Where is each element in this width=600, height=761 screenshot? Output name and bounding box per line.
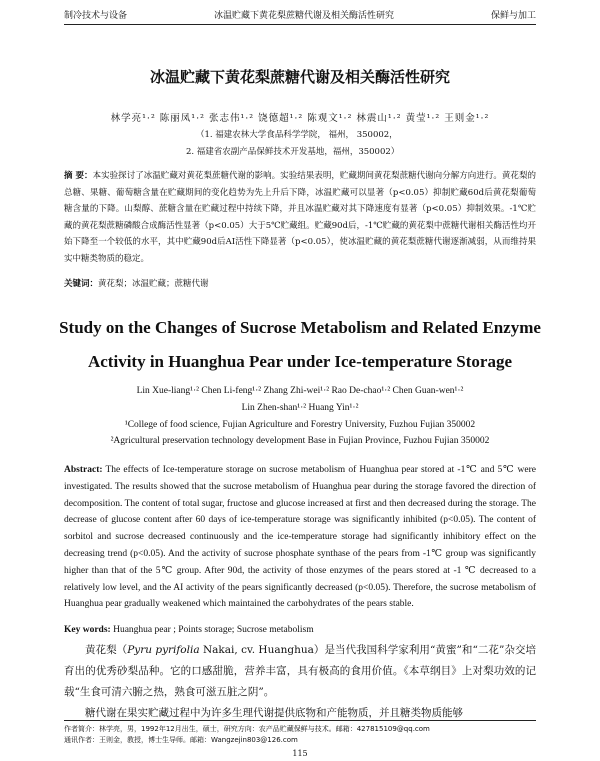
english-abstract-label: Abstract:	[64, 465, 103, 475]
page-number: 115	[292, 749, 308, 758]
chinese-affiliation-1: （1. 福建农林大学食品科学学院， 福州， 350002，	[196, 130, 398, 140]
english-authors-line-1: Lin Xue-liang¹·² Chen Li-feng¹·² Zhang Zhi-wei¹·² Rao De-chao¹·² Chen Guan-wen¹·²	[136, 386, 464, 396]
body-text	[64, 640, 536, 724]
chinese-keywords-label: 关键词：	[64, 279, 99, 289]
english-title-line-2: Activity in Huanghua Pear under Ice-temperature Storage	[87, 352, 512, 371]
chinese-title: 冰温贮藏下黄花梨蔗糖代谢及相关酶活性研究	[149, 68, 450, 86]
footnote-rule	[64, 720, 536, 721]
english-affiliation-2: ²Agricultural preservation technology development Base in Fujian Province, Fuzhou Fujian 350002	[110, 436, 490, 446]
english-keywords-label: Key words:	[64, 625, 111, 635]
body-p1-rest: Nakai, cv. Huanghua）是当代我国科学家利用“黄蜜”和“二花”杂交培育出的优秀砂梨品种。它的口感甜脆，营养丰富，具有极高的食用价值。《本草纲目》上对梨功效的记载“生食可清六腑之热，熟食可滋五脏之阴”。	[64, 644, 536, 698]
chinese-affiliation-2: 2. 福建省农副产品保鲜技术开发基地，福州，350002）	[186, 147, 400, 157]
english-authors-line-2: Lin Zhen-shan¹·² Huang Yin¹·²	[241, 403, 359, 413]
chinese-keywords-text: 黄花梨；冰温贮藏；蔗糖代谢	[98, 279, 209, 289]
english-abstract	[64, 462, 536, 613]
footnote-corresponding-author: 通讯作者：王则金，教授，博士生导师。邮箱：Wangzejin803@126.com	[64, 736, 298, 744]
latin-name: Pyru pyrifolia	[127, 644, 200, 656]
english-abstract-text: The effects of Ice-temperature storage on sucrose metabolism of Huanghua pear stored at -1℃ and 5℃ were investigated. The results showed that the sucrose metabolism of Huanghua pear during the storage favored the direction of decomposition. The content of total sugar, fructose and glucose increased at first and then decreased during the storage. The decrease of glucose content after 60 days of ice-temperature storage was significantly inhibited (p<0.05). The content of sorbitol and sucrose decreased continuously and the ice-temperature storage had significantly inhibitory effect on the decreasing trend (p<0.05). And the activity of sucrose phosphate synthase of the pears from -1℃ group was significantly higher than that of the 5℃ group. After 90d, the activity of those enzymes of the pears stored at -1 ℃ decreased to a relatively low level, and the AI activity of the pears significantly decreased (p<0.05). Therefore, the sucrose metabolism of Huanghua pear gradually weakened which maintained the carbohydrates of the pears stable.	[64, 465, 536, 610]
chinese-keywords	[64, 277, 209, 289]
running-header	[64, 8, 536, 22]
body-paragraph-2: 糖代谢在果实贮藏过程中为许多生理代谢提供底物和产能物质，并且糖类物质能够	[85, 707, 463, 719]
english-keywords	[64, 625, 314, 635]
body-paragraph-1	[64, 640, 536, 703]
chinese-abstract-label: 摘 要：	[64, 171, 93, 181]
english-title-line-1: Study on the Changes of Sucrose Metabolism and Related Enzyme	[59, 318, 541, 337]
chinese-abstract-text: 本实验探讨了冰温贮藏对黄花梨蔗糖代谢的影响。实验结果表明，贮藏期间黄花梨蔗糖代谢向分解方向进行。黄花梨的总糖、果糖、葡萄糖含量在贮藏期间的变化趋势为先上升后下降，冰温贮藏可以显著（p<0.05）抑制贮藏60d后黄花梨葡萄糖含量的下降。山梨醇、蔗糖含量在贮藏过程中持续下降，并且冰温贮藏对其下降速度有显著（p<0.05）抑制效果。-1℃贮藏的黄花梨蔗糖磷酸合成酶活性显著（p<0.05）大于5℃贮藏组。贮藏90d后，-1℃贮藏的黄花梨中蔗糖代谢相关酶活性均开始下降至一个较低的水平，其中贮藏90d后AI活性下降显著（p<0.05），使冰温贮藏的黄花梨蔗糖代谢逐渐减弱，从而维持果实中糖类物质的稳定。	[64, 171, 536, 264]
chinese-abstract	[64, 168, 536, 268]
header-rule	[64, 24, 536, 25]
body-p1-start: 黄花梨（	[85, 644, 128, 656]
footnote-author-bio: 作者简介：林学亮，男，1992年12月出生，硕士，研究方向：农产品贮藏保鲜与技术。邮箱：427815109@qq.com	[64, 725, 430, 733]
header-section: 保鲜与加工	[490, 11, 536, 21]
header-journal: 制冷技术与设备	[64, 11, 128, 21]
english-keywords-text: Huanghua pear ; Points storage; Sucrose metabolism	[110, 625, 314, 635]
header-running-title: 冰温贮藏下黄花梨蔗糖代谢及相关酶活性研究	[214, 11, 395, 21]
chinese-authors: 林学亮¹·² 陈丽凤¹·² 张志伟¹·² 饶德超¹·² 陈观文¹·² 林震山¹·² 黄莹¹·² 王则金¹·²	[110, 113, 490, 124]
english-affiliation-1: ¹College of food science, Fujian Agriculture and Forestry University, Fuzhou Fujian 350002	[124, 420, 476, 430]
